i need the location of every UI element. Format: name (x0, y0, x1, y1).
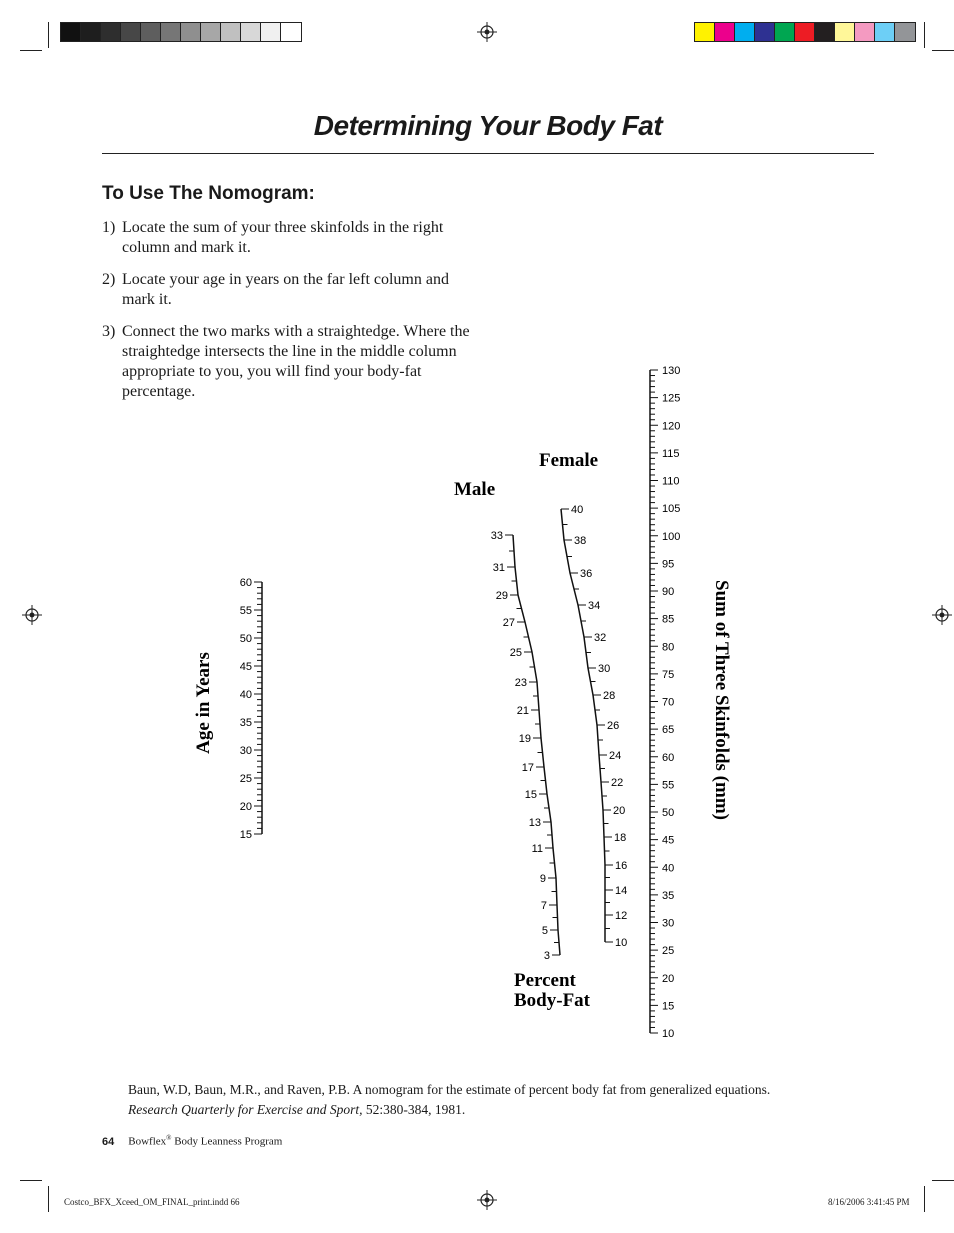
female-scale-tick-label: 30 (598, 663, 611, 675)
skinfold-tick-label: 100 (662, 530, 681, 543)
age-tick-label: 25 (239, 773, 252, 785)
citation (128, 1080, 888, 1120)
step-number: 2) (102, 271, 116, 288)
body-fat-label: Body-Fat (514, 990, 590, 1011)
section-heading: To Use The Nomogram: (102, 183, 315, 204)
skinfold-tick-label: 60 (662, 751, 675, 764)
female-scale-tick-label: 40 (571, 504, 584, 516)
male-scale-tick-label: 27 (502, 617, 515, 629)
citation-authors: Baun, W.D, Baun, M.R., and Raven, P.B. A nomogram for the estimate of percent body fat from generalized equations. (128, 1082, 771, 1097)
male-scale-tick-label: 15 (524, 789, 537, 801)
female-scale-tick-label: 36 (580, 568, 593, 580)
male-scale-tick-label: 25 (509, 647, 522, 659)
step-text: Connect the two marks with a straightedge. Where the straightedge intersects the line in the middle column appropriate to you, you will find your body-fat percentage. (122, 323, 470, 400)
female-scale-tick-label: 12 (615, 910, 628, 922)
age-axis-label: Age in Years (193, 652, 214, 754)
skinfold-tick-label: 65 (662, 724, 675, 737)
male-scale-tick-label: 31 (492, 562, 505, 574)
skinfold-tick-label: 95 (662, 558, 675, 571)
male-label: Male (454, 479, 496, 500)
male-scale-tick-label: 5 (541, 925, 548, 937)
female-scale-tick-label: 16 (615, 860, 628, 872)
male-scale-tick-label: 3 (543, 950, 550, 962)
male-scale-tick-label: 11 (531, 843, 543, 855)
age-tick-label: 30 (239, 745, 252, 757)
female-scale-tick-label: 26 (607, 720, 620, 732)
skinfold-tick-label: 75 (662, 668, 675, 681)
male-scale-tick-label: 19 (518, 733, 531, 745)
male-scale-tick-label: 21 (516, 705, 529, 717)
percent-label: Percent (514, 970, 576, 991)
female-scale-tick-label: 32 (594, 632, 607, 644)
skinfold-tick-label: 130 (662, 365, 681, 377)
skinfold-tick-label: 80 (662, 641, 675, 654)
female-scale-tick-label: 28 (603, 690, 616, 702)
step-text: Locate your age in years on the far left column and mark it. (122, 271, 449, 308)
female-scale-tick-label: 22 (611, 777, 624, 789)
skinfold-axis-label: Sum of Three Skinfolds (mm) (711, 580, 732, 820)
age-tick-label: 45 (239, 661, 252, 673)
print-slug-timestamp: 8/16/2006 3:41:45 PM (828, 1197, 910, 1207)
male-scale-tick-label: 17 (521, 762, 534, 774)
skinfold-tick-label: 30 (662, 917, 675, 930)
page-number: 64 (102, 1135, 115, 1148)
age-tick-label: 60 (239, 577, 252, 589)
footer-program-name: Bowflex (128, 1135, 167, 1148)
step-text: Locate the sum of your three skinfolds in the right column and mark it. (122, 219, 444, 256)
skinfold-tick-label: 55 (662, 779, 675, 792)
skinfold-tick-label: 120 (662, 420, 681, 433)
female-scale-tick-label: 38 (574, 535, 587, 547)
citation-details: 52:380-384, 1981. (362, 1102, 466, 1117)
citation-journal: Research Quarterly for Exercise and Sport, (128, 1102, 363, 1117)
skinfold-tick-label: 115 (662, 447, 680, 460)
citation-source (128, 1100, 888, 1120)
male-scale-tick-label: 23 (514, 677, 527, 689)
age-tick-label: 20 (239, 801, 252, 813)
skinfold-tick-label: 20 (662, 972, 675, 985)
age-tick-label: 50 (239, 633, 252, 645)
female-label: Female (539, 450, 599, 471)
male-scale-tick-label: 13 (528, 817, 541, 829)
skinfold-tick-label: 110 (662, 475, 680, 488)
age-tick-label: 35 (239, 717, 252, 729)
skinfold-tick-label: 90 (662, 586, 675, 598)
step-number: 1) (102, 219, 116, 236)
male-scale-tick-label: 7 (540, 900, 547, 912)
step-number: 3) (102, 323, 116, 340)
age-tick-label: 40 (239, 689, 252, 701)
male-scale-tick-label: 9 (539, 873, 546, 885)
skinfold-tick-label: 85 (662, 613, 675, 626)
female-scale-tick-label: 24 (609, 750, 622, 762)
skinfold-tick-label: 40 (662, 862, 675, 875)
skinfold-tick-label: 70 (662, 696, 675, 709)
female-scale-tick-label: 34 (588, 600, 601, 612)
male-scale-tick-label: 33 (490, 530, 503, 542)
skinfold-tick-label: 45 (662, 834, 675, 847)
female-scale-tick-label: 18 (614, 832, 627, 844)
skinfold-tick-label: 125 (662, 392, 681, 405)
female-scale-tick-label: 20 (613, 805, 626, 817)
female-scale-tick-label: 10 (615, 937, 628, 949)
skinfold-tick-label: 10 (662, 1028, 675, 1040)
registered-mark: ® (166, 1134, 172, 1142)
skinfold-tick-label: 50 (662, 807, 675, 819)
footer-program-rest: Body Leanness Program (171, 1135, 283, 1148)
page-title: Determining Your Body Fat (313, 110, 663, 141)
skinfold-tick-label: 35 (662, 889, 675, 902)
male-scale-tick-label: 29 (495, 590, 508, 602)
page-footer (102, 1134, 282, 1148)
skinfold-tick-label: 15 (662, 1000, 675, 1013)
female-scale-tick-label: 14 (615, 885, 628, 897)
age-tick-label: 15 (239, 829, 252, 841)
age-tick-label: 55 (239, 605, 252, 617)
skinfold-tick-label: 105 (662, 503, 681, 516)
skinfold-tick-label: 25 (662, 945, 675, 958)
print-slug-file: Costco_BFX_Xceed_OM_FINAL_print.indd 66 (64, 1197, 240, 1207)
